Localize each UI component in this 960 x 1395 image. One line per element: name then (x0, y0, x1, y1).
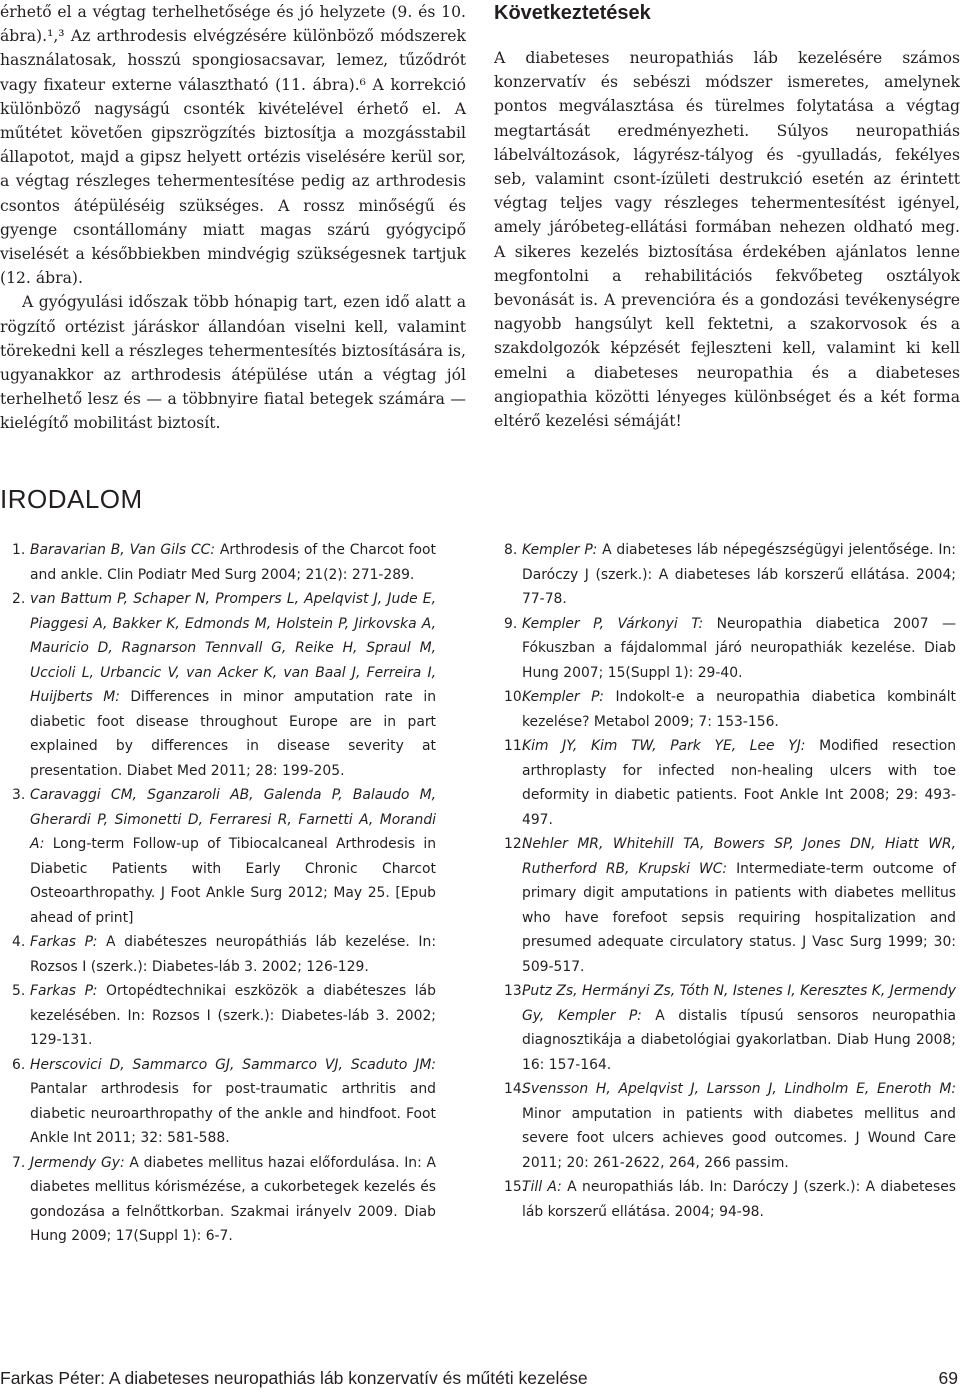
reference-text: Long-term Follow-up of Tibiocalcaneal Arthrodesis in Diabetic Patients with Early Chronic Charcot Osteoarthropathy. J Foot Ankle Surg 2012; May 25. [Epub ahead of print] (30, 836, 436, 926)
conclusions-paragraph: A diabeteses neuropathiás láb kezelésére számos konzervatív és sebészi módszer ismeretes, amelynek pontos megválasztása és türelmes folytatása a végtag megtartását eredményezheti. Súlyos neuropathiás lábelváltozások, lágyrész-tályog és -gyulladás, fekélyes seb, valamint csont-ízületi destrukció esetén az érintett végtag teljes vagy részleges tehermentesítést igényel, amely járóbeteg-ellátási formában nehezen oldható meg. A sikeres kezelés biztosítása érdekében ajánlatos lenne megfontolni a rehabilitációs fekvőbeteg osztályok bevonását is. A prevencióra és a gondozási tevékenységre nagyobb hangsúlyt kell fektetni, a szakorvosok és a szakdolgozók képzését fejleszteni kell, valamint ki kell emelni a diabeteses neuropathia és a diabeteses angiopathia közötti lényeges különbséget és a két forma eltérő kezelési sémáját! (494, 49, 960, 431)
reference-number: 8. (504, 542, 518, 558)
reference-authors: Nehler MR, Whitehill TA, Bowers SP, Jones DN, Hiatt WR, Rutherford RB, Krupski WC: (522, 836, 956, 877)
reference-item (0, 587, 436, 783)
reference-authors: Kempler P: (522, 689, 604, 705)
reference-number: 14. (504, 1081, 527, 1097)
reference-text: A diabetes mellitus hazai előfordulása. In: A diabetes mellitus kórismézése, a cukorbetegek kezelés és gondozása a felnőttkorban. Szakmai irányelv 2009. Diab Hung 2009; 17(Suppl 1): 6-7. (30, 1154, 437, 1244)
reference-authors: Putz Zs, Hermányi Zs, Tóth N, Istenes I, Keresztes K, Jermendy Gy, Kempler P: (522, 983, 956, 1024)
reference-text: A neuropathiás láb. In: Daróczy J (szerk.): A diabeteses láb korszerű ellátása. 2004; 94-98. (522, 1179, 956, 1220)
reference-item (494, 685, 956, 734)
reference-item (0, 1151, 436, 1249)
reference-text: Ortopédtechnikai eszközök a diabéteszes láb kezelésében. In: Rozsos I (szerk.): Diabetes-láb 3. 2002; 129-131. (30, 983, 436, 1048)
reference-text: Pantalar arthrodesis for post-traumatic arthritis and diabetic neuroarthropathy of the ankle and hindfoot. Foot Ankle Int 2011; 32: 581-588. (30, 1081, 436, 1146)
reference-authors: Till A: (522, 1179, 562, 1195)
references-list-right (494, 538, 956, 1224)
reference-item (494, 612, 956, 686)
reference-item (494, 1077, 956, 1175)
footer-title: Farkas Péter: A diabeteses neuropathiás láb konzervatív és műtéti kezelése (0, 1368, 588, 1388)
reference-number: 5. (12, 983, 26, 999)
reference-item (0, 930, 436, 979)
reference-number: 4. (12, 934, 26, 950)
reference-number: 3. (12, 787, 26, 803)
reference-authors: Jermendy Gy: (30, 1154, 125, 1171)
reference-number: 1. (12, 542, 26, 558)
reference-number: 11. (504, 738, 527, 754)
left-paragraph-2: A gyógyulási időszak több hónapig tart, ezen idő alatt a rögzítő ortézist járáskor állandóan viselni kell, valamint törekedni kell a részleges tehermentesítés biztosítására is, ugyanakkor az arthrodesis átépülése után a végtag jól terhelhető lesz és — a többnyire fiatal betegek számára — kielégítő mobilitást biztosít. (0, 293, 466, 433)
reference-text: Differences in minor amputation rate in diabetic foot disease throughout Europe are in part explained by differences in disease severity at presentation. Diabet Med 2011; 28: 199-205. (30, 689, 436, 779)
conclusions-heading: Következtetések (494, 2, 651, 24)
reference-authors: van Battum P, Schaper N, Prompers L, Apelqvist J, Jude E, Piaggesi A, Bakker K, Edmonds M, Holstein P, Jirkovska A, Mauricio D, Ragnarson Tennvall G, Reike H, Spraul M, Uccioli L, Urbancic V, van Acker K, van Baal J, Ferreira I, Huijberts M: (30, 591, 436, 705)
reference-text: Minor amputation in patients with diabetes mellitus and severe foot ulcers achieves good outcomes. J Wound Care 2011; 20: 261-2622, 264, 266 passim. (522, 1105, 956, 1171)
reference-text: A distalis típusú sensoros neuropathia diagnosztikája a diabetológiai gyakorlatban. Diab Hung 2008; 16: 157-164. (522, 1007, 956, 1073)
reference-number: 15. (504, 1179, 527, 1195)
reference-number: 10. (504, 689, 527, 705)
reference-text: Indokolt-e a neuropathia diabetica kombinált kezelése? Metabol 2009; 7: 153-156. (522, 689, 957, 730)
reference-authors: Kempler P: (522, 542, 598, 558)
reference-text: A diabéteszes neuropáthiás láb kezelése. In: Rozsos I (szerk.): Diabetes-láb 3. 2002; 126-129. (30, 934, 437, 975)
reference-item (0, 538, 436, 587)
right-text-column (494, 0, 960, 433)
references-list-left (0, 538, 436, 1249)
reference-number: 7. (12, 1154, 26, 1171)
reference-text: Neuropathia diabetica 2007 — Fókuszban a fájdalommal járó neuropathiák kezelése. Diab Hung 2007; 15(Suppl 1): 29-40. (522, 615, 956, 681)
reference-authors: Herscovici D, Sammarco GJ, Sammarco VJ, Scaduto JM: (30, 1056, 436, 1073)
reference-item (494, 538, 956, 612)
reference-text: Modified resection arthroplasty for infected non-healing ulcers with toe deformity in diabetic patients. Foot Ankle Int 2008; 29: 493-497. (522, 738, 956, 828)
reference-text: Intermediate-term outcome of primary digit amputations in patients with diabetes mellitus who have forefoot sepsis requiring hospitalization and presumed adequate circulatory status. J Vasc Surg 1999; 30: 509-517. (522, 860, 957, 975)
reference-authors: Farkas P: (30, 983, 98, 999)
reference-item (494, 1175, 956, 1224)
reference-text: A diabeteses láb népegészségügyi jelentősége. In: Daróczy J (szerk.): A diabeteses láb korszerű ellátása. 2004; 77-78. (522, 542, 956, 607)
references-heading: IRODALOM (0, 484, 143, 514)
page-number: 69 (938, 1368, 958, 1388)
reference-number: 6. (12, 1056, 26, 1073)
left-text-column (0, 0, 466, 436)
reference-authors: Farkas P: (30, 934, 98, 950)
reference-authors: Caravaggi CM, Sganzaroli AB, Galenda P, Balaudo M, Gherardi P, Simonetti D, Ferraresi R, Farnetti A, Morandi A: (30, 787, 436, 852)
left-paragraph-1: érhető el a végtag terhelhetősége és jó helyzete (9. és 10. ábra).¹,³ Az arthrodesis elvégzésére különböző módszerek használatosak, hosszú spongiosacsavar, lemez, tűződrót vagy fixateur externe választható (11. ábra).⁶ A korrekció különböző nagyságú csonték kivételével érhető el. A műtétet követően gipszrögzítés biztosítja a mozgásstabil állapotot, majd a gipsz helyett ortézis viselésére kerül sor, a végtag részleges tehermentesítése pedig az arthrodesis csontos átépüléséig szükséges. A rossz minőségű és gyenge csontállomány miatt magas szárú gyógycipő viselését a későbbiekben mindvégig szükségesnek tartjuk (12. ábra). (0, 3, 466, 288)
reference-number: 13. (504, 983, 527, 999)
reference-item (494, 734, 956, 832)
reference-text: Arthrodesis of the Charcot foot and ankle. Clin Podiatr Med Surg 2004; 21(2): 271-289. (30, 542, 436, 583)
reference-item (0, 1053, 436, 1151)
reference-number: 12. (504, 836, 527, 852)
reference-authors: Baravarian B, Van Gils CC: (30, 542, 216, 558)
reference-item (0, 783, 436, 930)
reference-number: 9. (504, 615, 518, 632)
reference-authors: Kempler P, Várkonyi T: (522, 615, 704, 632)
reference-item (494, 979, 956, 1077)
reference-authors: Kim JY, Kim TW, Park YE, Lee YJ: (522, 738, 806, 754)
reference-item (494, 832, 956, 979)
reference-number: 2. (12, 591, 26, 607)
reference-authors: Svensson H, Apelqvist J, Larsson J, Lindholm E, Eneroth M: (522, 1081, 956, 1097)
reference-item (0, 979, 436, 1053)
